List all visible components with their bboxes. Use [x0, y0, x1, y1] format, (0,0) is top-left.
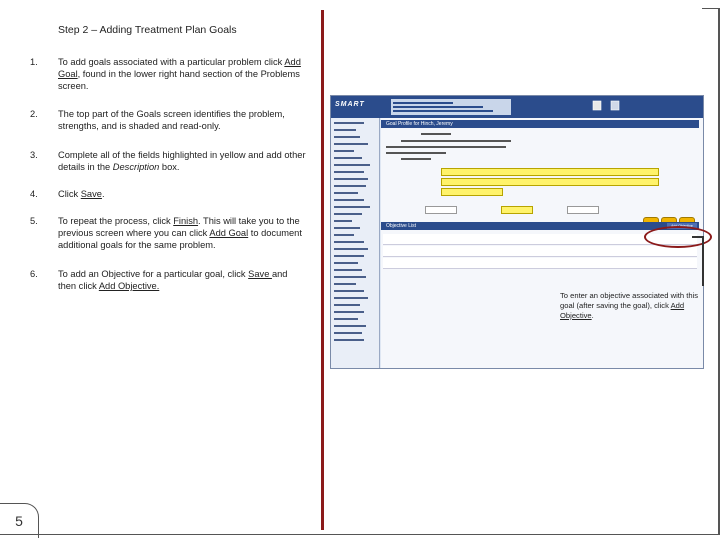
objective-list-header: [381, 222, 699, 230]
add-goal-link[interactable]: Add Goal: [209, 228, 249, 238]
step-text: Complete all of the fields highlighted in yellow and add other details in the Description box.: [58, 150, 306, 172]
sidebar-item[interactable]: [334, 318, 358, 320]
frame-line: [0, 534, 720, 535]
goal-description-field[interactable]: [441, 188, 503, 196]
sidebar-item[interactable]: [334, 143, 368, 145]
sidebar-item[interactable]: [334, 171, 364, 173]
step-text: To repeat the process, click Finish. This will take you to the previous screen where you can click Add Goal to document additional goals for the same problem.: [58, 216, 302, 250]
sidebar-item[interactable]: [334, 269, 362, 271]
sidebar-item[interactable]: [334, 241, 364, 243]
problem-label: [421, 133, 451, 135]
sidebar-item[interactable]: [334, 332, 362, 334]
objective-row[interactable]: [383, 258, 697, 269]
sidebar-item[interactable]: [334, 311, 364, 313]
sidebar-item[interactable]: [334, 185, 366, 187]
client-info-line: [393, 110, 493, 112]
sidebar-item[interactable]: [334, 150, 354, 152]
app-logo: SMART: [335, 101, 365, 108]
sidebar-item[interactable]: [334, 283, 356, 285]
sidebar-item[interactable]: [334, 206, 370, 208]
sidebar-item[interactable]: [334, 297, 368, 299]
sidebar-item[interactable]: [334, 178, 368, 180]
add-goal-link[interactable]: Add Goal: [58, 57, 301, 79]
add-objective-link[interactable]: Add Objective.: [98, 281, 160, 291]
sidebar-item[interactable]: [334, 213, 362, 215]
date-field[interactable]: [567, 206, 599, 214]
sidebar-item[interactable]: [334, 136, 360, 138]
step-text: To add goals associated with a particular problem click Add Goal, found in the lower right hand section of the Problems screen.: [58, 57, 301, 91]
step-text: The top part of the Goals screen identifies the problem, strengths, and is shaded and read-only.: [58, 109, 285, 131]
step-number: 1.: [30, 57, 38, 67]
sidebar-item[interactable]: [334, 129, 356, 131]
sidebar-item[interactable]: [334, 290, 364, 292]
sidebar-item[interactable]: [334, 248, 368, 250]
sidebar-item[interactable]: [334, 164, 370, 166]
objective-list-title: Objective List: [386, 223, 417, 229]
sidebar-item[interactable]: [334, 325, 366, 327]
callout-text: To enter an objective associated with this goal (after saving the goal), click Add Objective.: [560, 291, 699, 320]
step-number: 3.: [30, 150, 38, 160]
problem-category: [401, 140, 511, 142]
step-number: 5.: [30, 216, 38, 226]
goal-domain-field[interactable]: [441, 178, 659, 186]
add-objective-link[interactable]: Add Objective: [560, 301, 685, 320]
save-link[interactable]: Save: [248, 269, 272, 279]
sidebar-item[interactable]: [334, 276, 366, 278]
sidebar-item[interactable]: [334, 255, 364, 257]
step-number: 2.: [30, 109, 38, 119]
actual-achievement-date[interactable]: [501, 206, 533, 214]
header-icons: [591, 99, 651, 113]
step-text: Click Save.: [58, 189, 105, 199]
client-info-line: [393, 102, 453, 104]
goal-field[interactable]: [441, 168, 659, 176]
problem-description: [386, 146, 506, 148]
page-number: 5: [0, 503, 39, 538]
sidebar-item[interactable]: [334, 234, 354, 236]
step-number: 6.: [30, 269, 38, 279]
sidebar-item[interactable]: [334, 157, 362, 159]
toolbar-icons: [591, 99, 651, 113]
sidebar-item[interactable]: [334, 220, 352, 222]
client-info-line: [393, 106, 483, 108]
sidebar-item[interactable]: [334, 199, 364, 201]
finish-link[interactable]: Finish: [173, 216, 199, 226]
save-link[interactable]: Save: [80, 189, 102, 199]
goal-profile-title: Goal Profile for Hinch, Jeremy: [386, 121, 453, 127]
app-sidebar: [331, 118, 380, 368]
description-label: [401, 158, 431, 160]
projected-achievement-date[interactable]: [425, 206, 457, 214]
step-text: To add an Objective for a particular goal, click Save and then click Add Objective.: [58, 269, 288, 291]
add-objective-button[interactable]: Add Objective: [667, 223, 697, 229]
sidebar-item[interactable]: [334, 262, 358, 264]
objective-row[interactable]: [383, 246, 697, 257]
sidebar-item[interactable]: [334, 192, 358, 194]
step-number: 4.: [30, 189, 38, 199]
description-term: Description: [112, 162, 160, 172]
strengths-label: [386, 152, 446, 154]
callout-pointer: [702, 236, 704, 286]
sidebar-item[interactable]: [334, 339, 364, 341]
sidebar-item[interactable]: [334, 304, 360, 306]
sidebar-item[interactable]: [334, 122, 364, 124]
sidebar-item[interactable]: [334, 227, 360, 229]
vertical-divider: [321, 10, 324, 530]
slide-title: Step 2 – Adding Treatment Plan Goals: [58, 24, 237, 36]
